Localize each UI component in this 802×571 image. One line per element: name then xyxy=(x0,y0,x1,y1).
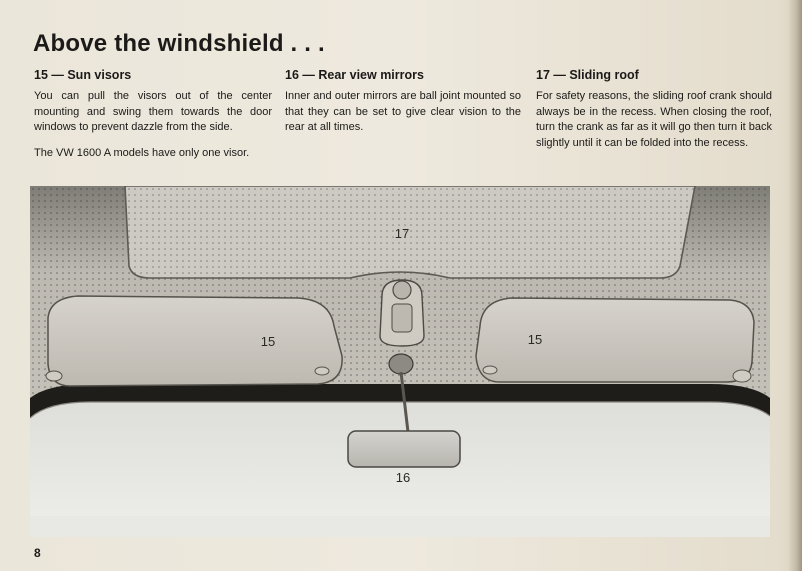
section-sliding-roof xyxy=(536,68,772,151)
page-title: Above the windshield . . . xyxy=(33,30,325,57)
sun-visor-left xyxy=(46,296,342,386)
section-heading: 17 — Sliding roof xyxy=(536,68,639,82)
sun-visor-right xyxy=(476,298,754,382)
section-heading: 15 — Sun visors xyxy=(34,68,132,82)
section-paragraph: The VW 1600 A models have only one visor. xyxy=(34,146,250,159)
center-visor-mount xyxy=(380,280,424,346)
section-sun-visors xyxy=(34,68,272,161)
section-heading: 16 — Rear view mirrors xyxy=(285,68,424,82)
callout-visor-right-15: 15 xyxy=(527,332,543,347)
callout-mirror-16: 16 xyxy=(395,470,411,485)
sliding-roof-panel xyxy=(125,186,695,278)
section-paragraph: Inner and outer mirrors are ball joint mounted so that they can be set to give clear vision to the rear at all times. xyxy=(285,90,521,133)
windshield-photo xyxy=(30,186,770,537)
section-paragraph: You can pull the visors out of the center mounting and swing them towards the door windows to prevent dazzle from the side. xyxy=(34,90,272,133)
section-paragraph: For safety reasons, the sliding roof crank should always be in the recess. When closing the roof, turn the crank as far as it will go then turn it back slightly until it can be folded into the recess. xyxy=(536,90,773,149)
callout-roof-17: 17 xyxy=(394,226,410,241)
section-rear-view-mirrors xyxy=(285,68,521,136)
page-spine-shadow xyxy=(788,0,802,571)
callout-visor-left-15: 15 xyxy=(260,334,276,349)
page-number: 8 xyxy=(34,546,41,560)
